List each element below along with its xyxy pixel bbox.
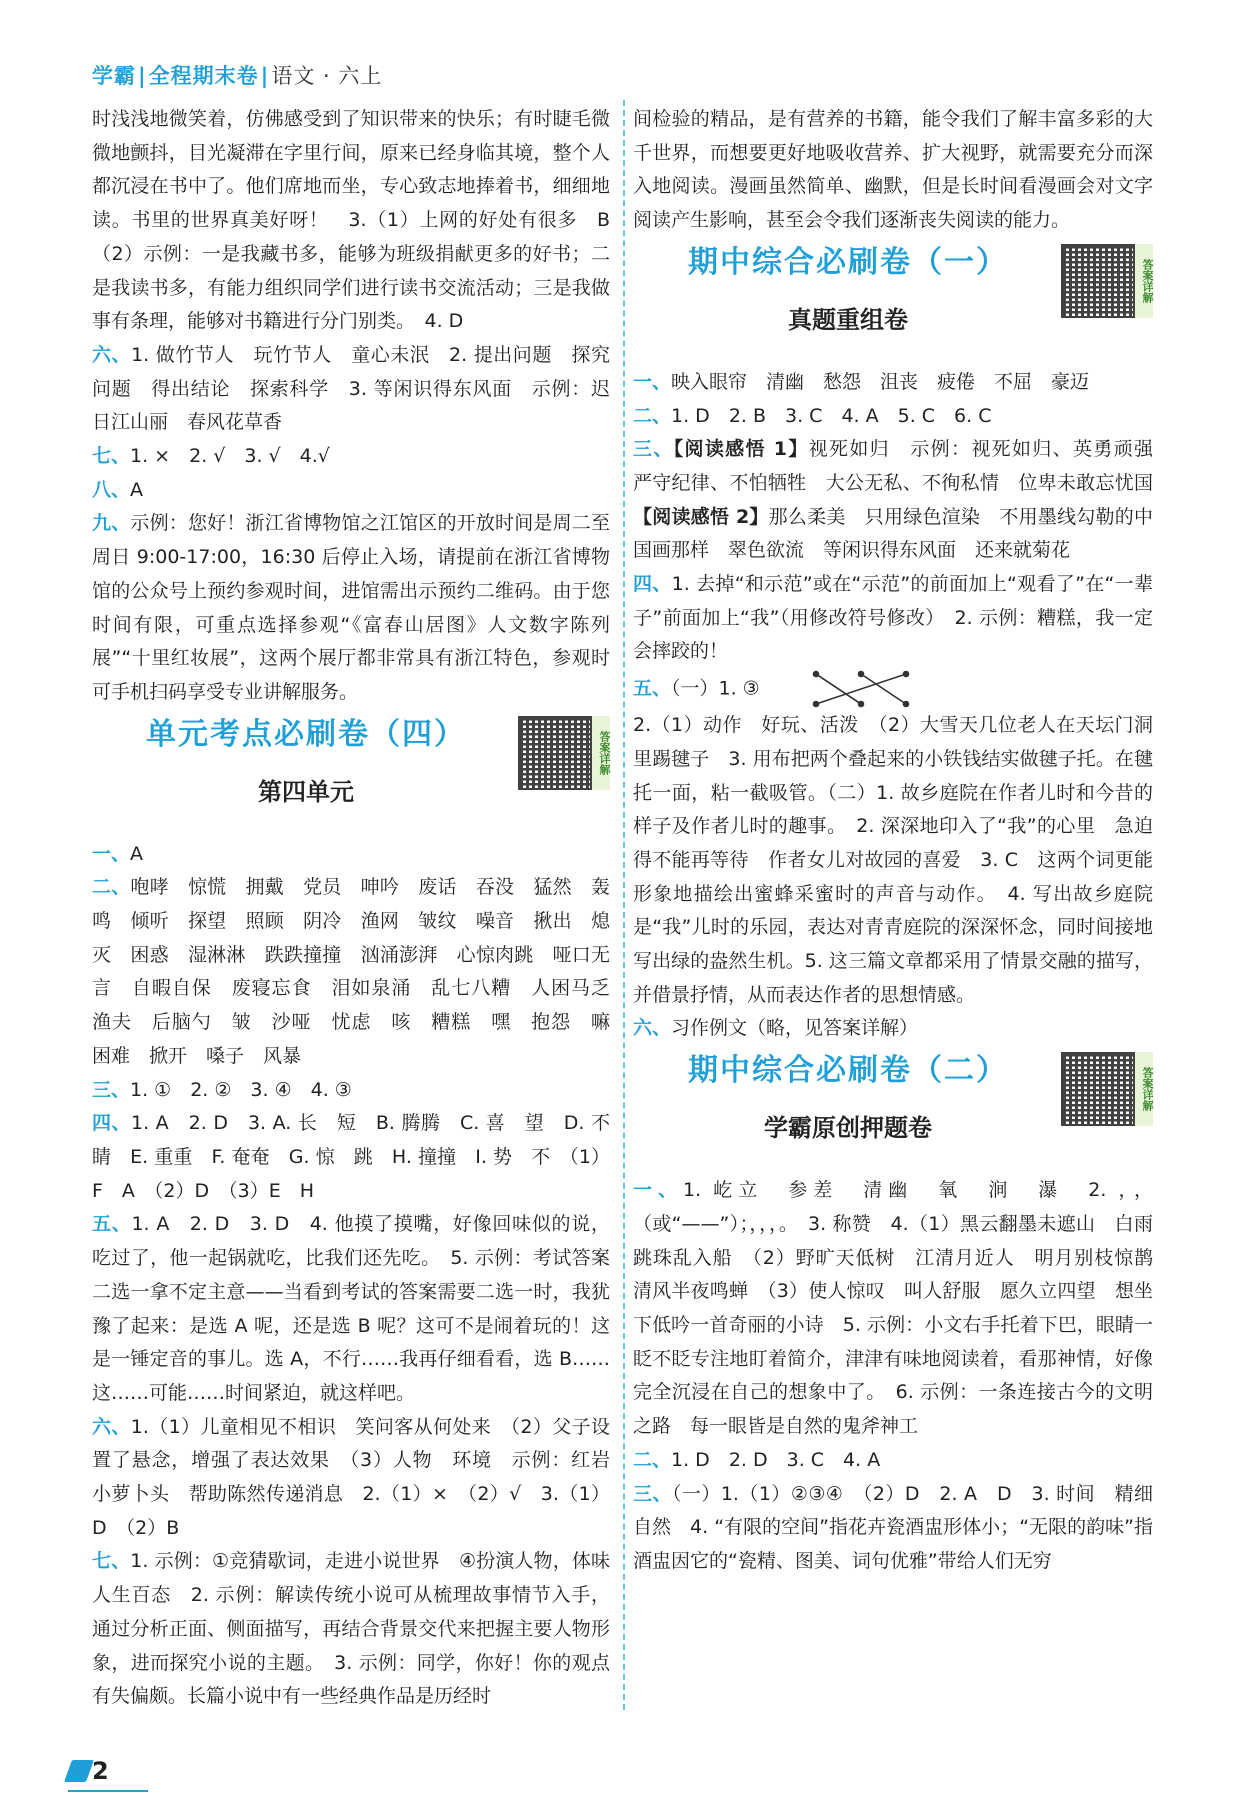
section-title: 期中综合必刷卷（一） xyxy=(688,244,1008,280)
question-number: 七、 xyxy=(92,445,131,468)
section-header-mid1 xyxy=(633,238,1153,366)
question-number: 三、 xyxy=(92,1078,131,1101)
answer-text: 1. D 2. D 3. C 4. A xyxy=(671,1448,881,1471)
answer-text: 1. × 2. √ 3. √ 4.√ xyxy=(130,445,330,468)
question-number: 五、 xyxy=(633,677,672,700)
question-number: 二、 xyxy=(633,404,672,427)
qr-tag: 答案详解 xyxy=(1135,1052,1153,1126)
question-number: 二、 xyxy=(92,876,131,899)
reading-label: 【阅读感悟 1】 xyxy=(673,438,809,461)
answer-text: 1. 去掉“和示范”或在“示范”的前面加上“观看了”在“一辈子”前面加上“我”（用修改符号修改） 2. 示例：糟糕，我一定会摔跤的！ xyxy=(633,573,1153,663)
matching-lines-icon xyxy=(806,669,916,709)
reading-label: 【阅读感悟 2】 xyxy=(633,505,769,528)
question-number: 九、 xyxy=(92,512,131,535)
brand-name: 学霸 xyxy=(92,64,136,88)
section-title: 期中综合必刷卷（二） xyxy=(688,1053,1008,1089)
left-column xyxy=(92,103,630,1714)
answer-text: 1. D 2. B 3. C 4. A 5. C 6. C xyxy=(671,404,992,427)
answer-text: （一）1. ③ xyxy=(671,677,760,700)
answer-text: 时浅浅地微笑着，仿佛感受到了知识带来的快乐；有时睫毛微微地颤抖，目光凝滞在字里行间，原来已经身临其境，整个人都沉浸在书中了。他们席地而坐，专心致志地捧着书，细细地读。书里的世界真美好呀！ 3.（1）上网的好处有很多 B （2）示例：一是我藏书多，能够为班级捐献更多的好书；二是我读书多，有能力组织同学们进行读书交流活动；三是我做事有条理，能够对书籍进行分门别类。 4. D xyxy=(92,108,630,333)
qr-code-icon[interactable] xyxy=(518,716,592,790)
page-number: 2 xyxy=(92,1757,109,1785)
question-number: 四、 xyxy=(633,573,672,596)
question-number: 一、 xyxy=(92,842,131,865)
section-header-unit4 xyxy=(92,710,610,838)
answer-text: 那么柔美 只用绿色渲染 不用墨线勾勒的中国画那样 翠色欲流 等闲识得东风面 还来就菊花 xyxy=(633,505,1153,562)
question-number: 四、 xyxy=(92,1112,131,1135)
answer-text: A xyxy=(130,842,144,865)
answer-text: 咆哮 惊慌 拥戴 党员 呻吟 废话 吞没 猛然 轰鸣 倾听 探望 照顾 阴冷 渔网 皱纹 噪音 揪出 熄灭 困惑 湿淋淋 跌跌撞撞 汹涌澎湃 心惊肉跳 哑口无言 自暇自保 废寝忘食 泪如泉涌 乱七八糟 人困马乏 渔夫 后脑勺 皱 沙哑 忧虑 咳 糟糕 嘿 抱怨 嘛 困难 掀开 嗓子 风暴 xyxy=(92,876,630,1067)
question-number: 二、 xyxy=(633,1448,672,1471)
answer-text: 1. 示例：①竞猜歇词，走进小说世界 ④扮演人物，体味人生百态 2. 示例：解读传统小说可从梳理故事情节入手，通过分析正面、侧面描写，再结合背景交代来把握主要人物形象，进而探究小说的主题。 3. 示例：同学，你好！你的观点有失偏颇。长篇小说中有一些经典作品是历经时 xyxy=(92,1550,610,1708)
answer-text: A xyxy=(130,478,144,501)
question-number: 七、 xyxy=(92,1550,131,1573)
question-number: 一、 xyxy=(633,1179,684,1202)
qr-tag: 答案详解 xyxy=(592,716,610,790)
answer-text: 1.（1）儿童相见不相识 笑问客从何处来 （2）父子设置了悬念，增强了表达效果 （3）人物 环境 示例：红岩 小萝卜头 帮助陈然传递消息 2.（1）× （2）√ 3.（1）D （2）B xyxy=(92,1415,630,1539)
right-column xyxy=(633,103,1173,1579)
question-number: 六、 xyxy=(92,343,132,366)
pencil-icon xyxy=(64,1760,94,1782)
answer-text: 1. 屹立 参差 清幽 氧 涧 瀑 2. ，，（或“——”）；，，，。 3. 称赞 4.（1）黑云翻墨未遮山 白雨跳珠乱入船 （2）野旷天低树 江清月近人 明月别枝惊鹊 清风半夜鸣蝉 （3）使人惊叹 叫人舒服 愿久立四望 想坐下低吟一首奇丽的小诗 5. 示例：小文右手托着下巴，眼睛一眨不眨专注地盯着简介，津津有味地阅读着，看那神情，好像完全沉浸在自己的想象中了。 6. 示例：一条连接古今的文明之路 每一眼皆是自然的鬼斧神工 xyxy=(633,1179,1173,1438)
question-number: 六、 xyxy=(633,1017,672,1040)
question-number: 六、 xyxy=(92,1415,131,1438)
answer-text: 间检验的精品，是有营养的书籍，能令我们了解丰富多彩的大千世界，而想要更好地吸收营养、扩大视野，就需要充分而深入地阅读。漫画虽然简单、幽默，但是长时间看漫画会对文字阅读产生影响，甚至会令我们逐渐丧失阅读的能力。 xyxy=(633,108,1153,232)
section-title: 单元考点必刷卷（四） xyxy=(146,716,466,752)
qr-code-icon[interactable] xyxy=(1061,1052,1135,1126)
question-number: 三、 xyxy=(633,1482,672,1505)
answer-text: 1. A 2. D 3. D 4. 他摸了摸嘴，好像回味似的说，吃过了，他一起锅就吃，比我们还先吃。 5. 示例：考试答案二选一拿不定主意——当看到考试的答案需要二选一时，我犹豫了起来：是选 A 呢，还是选 B 呢？这可不是闹着玩的！这是一锤定音的事儿。选 A，不行……我再仔细看看，选 B……这……可能……时间紧迫，就这样吧。 xyxy=(92,1213,610,1404)
subject-name: 语文 · 六上 xyxy=(271,64,383,88)
section-subtitle: 第四单元 xyxy=(258,777,354,806)
page-number-underline xyxy=(68,1790,148,1792)
qr-code-icon[interactable] xyxy=(1061,244,1135,318)
qr-tag: 答案详解 xyxy=(1135,244,1153,318)
section-header-mid2 xyxy=(633,1046,1153,1174)
page-header: 学霸|全程期末卷|语文 · 六上 xyxy=(92,64,383,88)
answer-text: 2.（1）动作 好玩、活泼 （2）大雪天几位老人在天坛门洞里踢毽子 3. 用布把两个叠起来的小铁钱结实做毽子托。在毽托一面，粘一截吸管。（二）1. 故乡庭院在作者儿时和今昔的样子及作者儿时的趣事。 2. 深深地印入了“我”的心里 急迫得不能再等待 作者女儿对故园的喜爱 3. C 这两个词更能形象地描绘出蜜蜂采蜜时的声音与动作。 4. 写出故乡庭院是“我”儿时的乐园，表达对青青庭院的深深怀念，同时间接地写出绿的盎然生机。5. 这三篇文章都采用了情景交融的描写，并借景抒情，从而表达作者的思想情感。 xyxy=(633,714,1153,1006)
section-subtitle: 真题重组卷 xyxy=(788,305,908,334)
answer-text: 1. 做竹节人 玩竹节人 童心未泯 2. 提出问题 探究问题 得出结论 探索科学 3. 等闲识得东风面 示例：迟日江山丽 春风花草香 xyxy=(92,343,610,434)
answer-text: 习作例文（略，见答案详解） xyxy=(671,1017,919,1040)
question-number: 五、 xyxy=(92,1213,132,1236)
section-subtitle: 学霸原创押题卷 xyxy=(764,1114,932,1143)
answer-text: 视死如归 示例：视死如归、英勇顽强 严守纪律、不怕牺牲 大公无私、不徇私情 位卑未敢忘忧国 xyxy=(633,438,1173,494)
question-number: 三、 xyxy=(633,438,674,461)
answer-text: 1. A 2. D 3. A. 长 短 B. 腾腾 C. 喜 望 D. 不 睛 E. 重重 F. 奄奄 G. 惊 跳 H. 撞撞 I. 势 不 （1）F A （2）D （3）E H xyxy=(92,1112,630,1202)
answer-text: 映入眼帘 清幽 愁怨 沮丧 疲倦 不屈 豪迈 xyxy=(671,370,1090,393)
answer-text: （一）1.（1）②③④ （2）D 2. A D 3. 时间 精细 自然 4. “有限的空间”指花卉瓷酒盅形体小；“无限的韵味”指酒盅因它的“瓷精、图美、词句优雅”带给人们无穷 xyxy=(633,1482,1173,1572)
question-number: 八、 xyxy=(92,478,131,501)
answer-text: 示例：您好！浙江省博物馆之江馆区的开放时间是周二至周日 9:00-17:00，16:30 后停止入场，请提前在浙江省博物馆的公众号上预约参观时间，进馆需出示预约二维码。由于您时间有限，可重点选择参观“《富春山居图》人文数字陈列展”“十里红妆展”，这两个展厅都非常具有浙江特色，参观时可手机扫码享受专业讲解服务。 xyxy=(92,512,610,703)
question-number: 一、 xyxy=(633,370,672,393)
series-name: 全程期末卷 xyxy=(148,64,259,88)
answer-text: 1. ① 2. ② 3. ④ 4. ③ xyxy=(130,1078,352,1101)
